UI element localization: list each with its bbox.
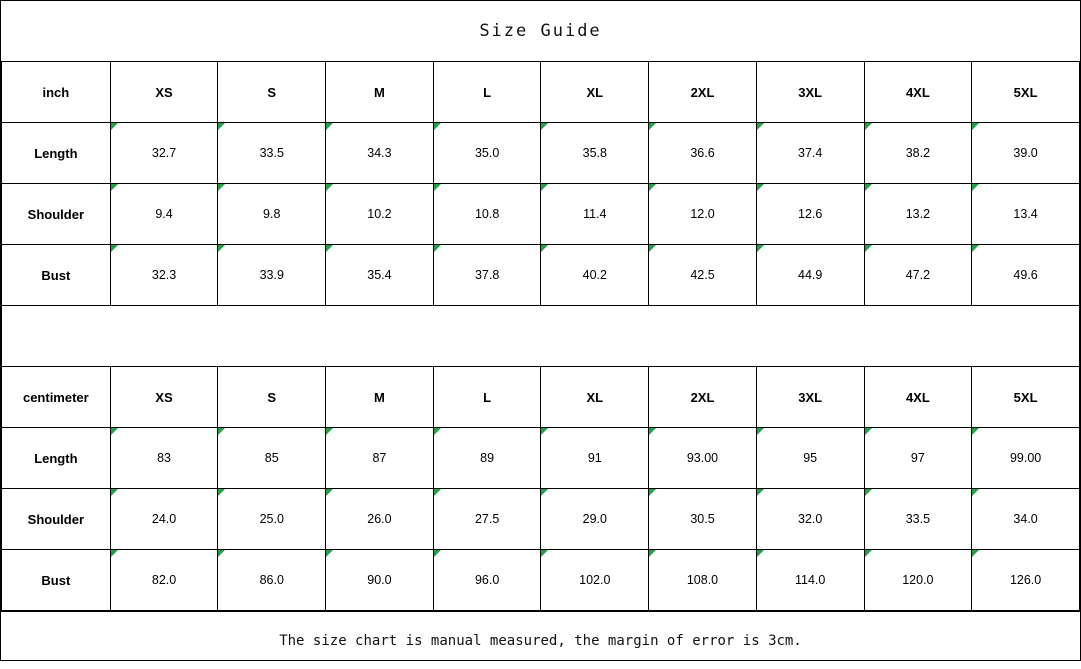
column-header-xl: XL xyxy=(541,367,649,428)
column-header-3xl: 3XL xyxy=(756,367,864,428)
cell-inch-bust-3xl: 44.9 xyxy=(756,245,864,306)
cell-cm-bust-2xl: 108.0 xyxy=(649,550,757,611)
row-label-shoulder: Shoulder xyxy=(2,489,111,550)
row-label-bust: Bust xyxy=(2,245,111,306)
cell-cm-shoulder-s: 25.0 xyxy=(218,489,326,550)
column-header-s: S xyxy=(218,62,326,123)
unit-label-inch: inch xyxy=(2,62,111,123)
size-table-centimeter xyxy=(1,366,1080,611)
row-label-length: Length xyxy=(2,428,111,489)
table-row xyxy=(2,428,1080,489)
cell-inch-length-xl: 35.8 xyxy=(541,123,649,184)
cell-cm-shoulder-l: 27.5 xyxy=(433,489,541,550)
page-title: Size Guide xyxy=(479,21,602,41)
column-header-l: L xyxy=(433,62,541,123)
column-header-xl: XL xyxy=(541,62,649,123)
table-row xyxy=(2,123,1080,184)
cell-inch-length-s: 33.5 xyxy=(218,123,326,184)
column-header-5xl: 5XL xyxy=(972,62,1080,123)
column-header-m: M xyxy=(326,62,434,123)
table-row xyxy=(2,184,1080,245)
column-header-xs: XS xyxy=(110,62,218,123)
cell-inch-shoulder-5xl: 13.4 xyxy=(972,184,1080,245)
table-separator xyxy=(1,306,1080,366)
cell-cm-bust-s: 86.0 xyxy=(218,550,326,611)
cell-cm-length-xl: 91 xyxy=(541,428,649,489)
cell-inch-length-m: 34.3 xyxy=(326,123,434,184)
cell-inch-bust-xl: 40.2 xyxy=(541,245,649,306)
cell-inch-bust-s: 33.9 xyxy=(218,245,326,306)
table-header-row xyxy=(2,367,1080,428)
cell-inch-bust-2xl: 42.5 xyxy=(649,245,757,306)
row-label-bust: Bust xyxy=(2,550,111,611)
cell-cm-length-5xl: 99.00 xyxy=(972,428,1080,489)
cell-cm-bust-5xl: 126.0 xyxy=(972,550,1080,611)
cell-inch-length-5xl: 39.0 xyxy=(972,123,1080,184)
column-header-4xl: 4XL xyxy=(864,367,972,428)
cell-inch-shoulder-4xl: 13.2 xyxy=(864,184,972,245)
cell-inch-shoulder-s: 9.8 xyxy=(218,184,326,245)
cell-inch-bust-m: 35.4 xyxy=(326,245,434,306)
cell-inch-bust-xs: 32.3 xyxy=(110,245,218,306)
cell-cm-shoulder-3xl: 32.0 xyxy=(756,489,864,550)
cell-cm-length-xs: 83 xyxy=(110,428,218,489)
cell-cm-shoulder-2xl: 30.5 xyxy=(649,489,757,550)
cell-inch-bust-4xl: 47.2 xyxy=(864,245,972,306)
cell-cm-length-4xl: 97 xyxy=(864,428,972,489)
cell-cm-length-3xl: 95 xyxy=(756,428,864,489)
cell-cm-shoulder-5xl: 34.0 xyxy=(972,489,1080,550)
cell-cm-bust-m: 90.0 xyxy=(326,550,434,611)
cell-inch-length-2xl: 36.6 xyxy=(649,123,757,184)
cell-cm-bust-xs: 82.0 xyxy=(110,550,218,611)
cell-cm-shoulder-4xl: 33.5 xyxy=(864,489,972,550)
cell-inch-length-4xl: 38.2 xyxy=(864,123,972,184)
cell-cm-bust-3xl: 114.0 xyxy=(756,550,864,611)
row-label-shoulder: Shoulder xyxy=(2,184,111,245)
row-label-length: Length xyxy=(2,123,111,184)
table-row xyxy=(2,489,1080,550)
cell-inch-shoulder-3xl: 12.6 xyxy=(756,184,864,245)
table-row xyxy=(2,550,1080,611)
column-header-2xl: 2XL xyxy=(649,62,757,123)
cell-cm-shoulder-xl: 29.0 xyxy=(541,489,649,550)
cell-inch-bust-l: 37.8 xyxy=(433,245,541,306)
cell-inch-shoulder-m: 10.2 xyxy=(326,184,434,245)
cell-cm-shoulder-xs: 24.0 xyxy=(110,489,218,550)
cell-inch-bust-5xl: 49.6 xyxy=(972,245,1080,306)
column-header-2xl: 2XL xyxy=(649,367,757,428)
size-table-inch xyxy=(1,61,1080,306)
cell-cm-bust-l: 96.0 xyxy=(433,550,541,611)
cell-cm-bust-4xl: 120.0 xyxy=(864,550,972,611)
column-header-3xl: 3XL xyxy=(756,62,864,123)
cell-cm-shoulder-m: 26.0 xyxy=(326,489,434,550)
column-header-l: L xyxy=(433,367,541,428)
cell-cm-bust-xl: 102.0 xyxy=(541,550,649,611)
cell-inch-shoulder-xs: 9.4 xyxy=(110,184,218,245)
cell-inch-shoulder-xl: 11.4 xyxy=(541,184,649,245)
column-header-5xl: 5XL xyxy=(972,367,1080,428)
column-header-4xl: 4XL xyxy=(864,62,972,123)
column-header-s: S xyxy=(218,367,326,428)
column-header-m: M xyxy=(326,367,434,428)
table-row xyxy=(2,245,1080,306)
cell-cm-length-l: 89 xyxy=(433,428,541,489)
cell-inch-shoulder-l: 10.8 xyxy=(433,184,541,245)
cell-inch-shoulder-2xl: 12.0 xyxy=(649,184,757,245)
unit-label-centimeter: centimeter xyxy=(2,367,111,428)
cell-inch-length-3xl: 37.4 xyxy=(756,123,864,184)
column-header-xs: XS xyxy=(110,367,218,428)
cell-inch-length-l: 35.0 xyxy=(433,123,541,184)
footer-note: The size chart is manual measured, the margin of error is 3cm. xyxy=(1,611,1080,669)
cell-inch-length-xs: 32.7 xyxy=(110,123,218,184)
cell-cm-length-2xl: 93.00 xyxy=(649,428,757,489)
cell-cm-length-s: 85 xyxy=(218,428,326,489)
cell-cm-length-m: 87 xyxy=(326,428,434,489)
table-header-row xyxy=(2,62,1080,123)
